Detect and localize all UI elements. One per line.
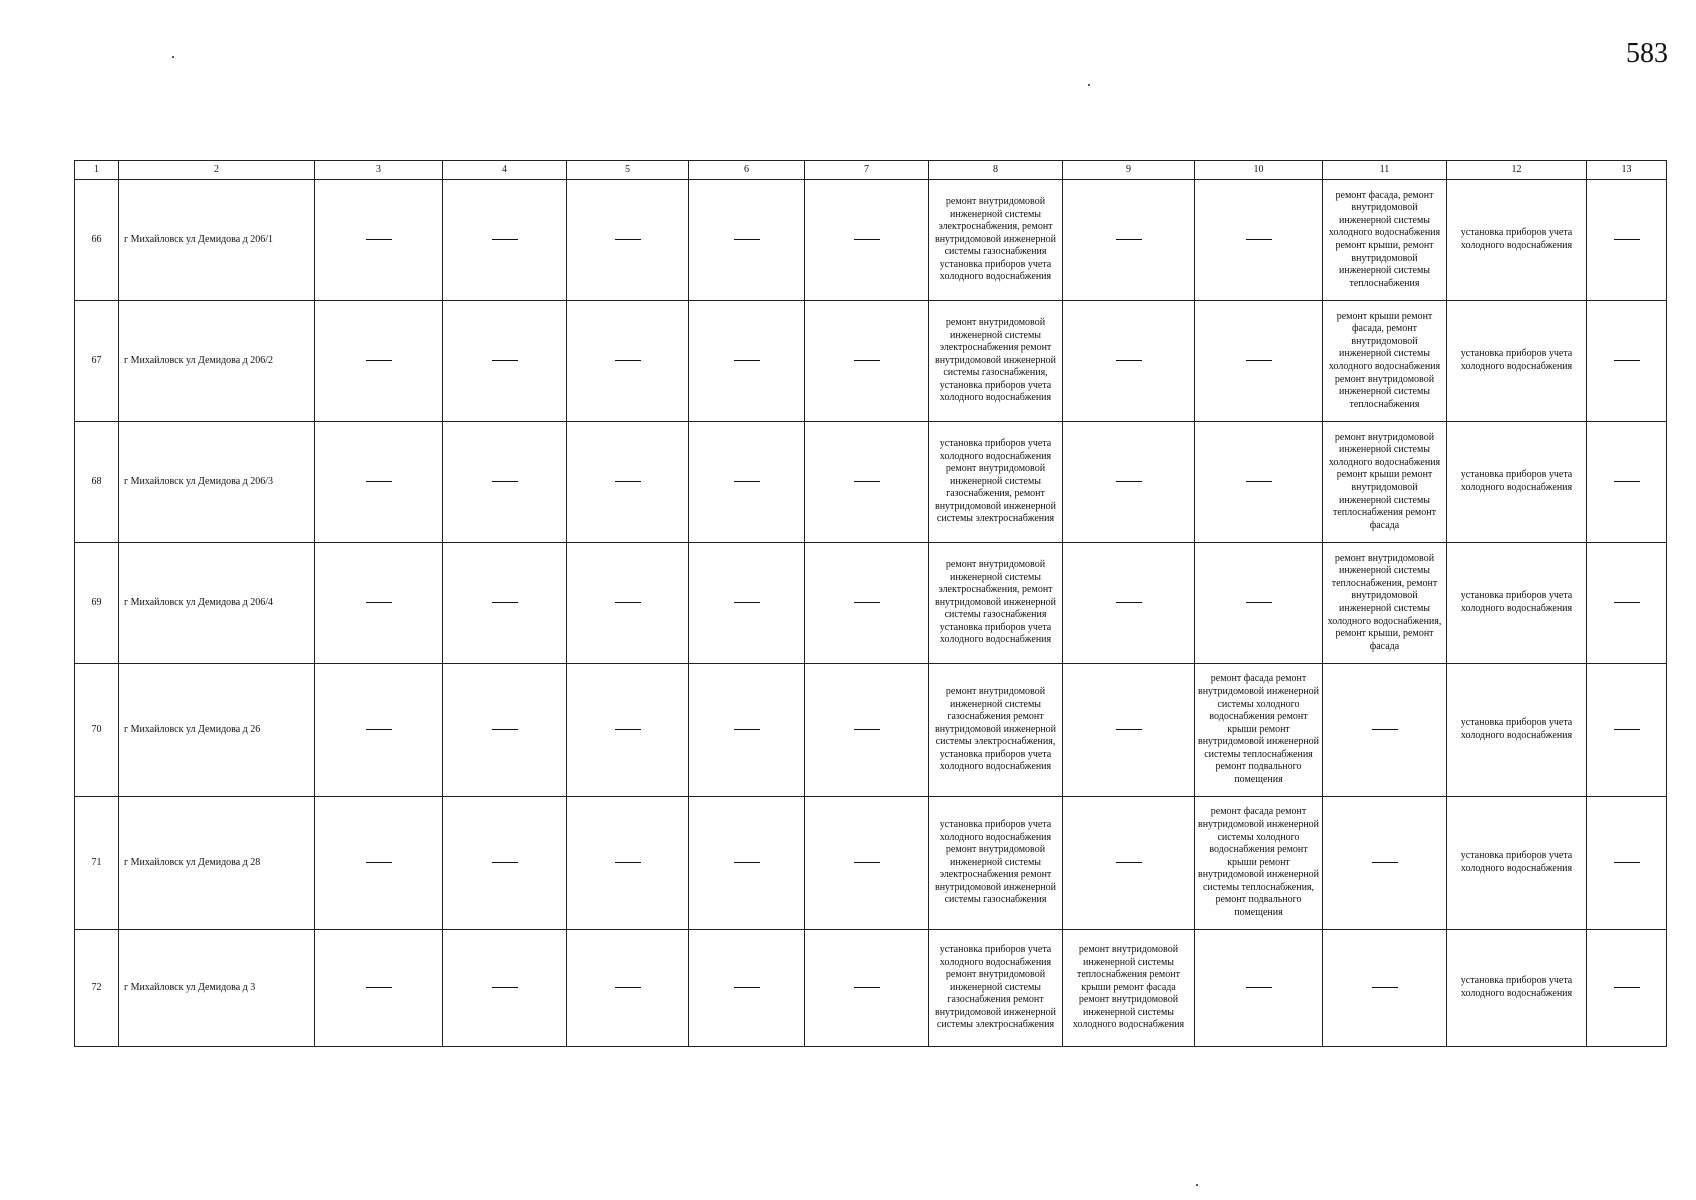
cell-col-13	[1587, 930, 1667, 1047]
cell-col-5	[567, 664, 689, 797]
cell-col-9: ремонт внутридомовой инженерной системы теплоснабжения ремонт крыши ремонт фасада ремонт внутридомовой инженерной системы холодного водоснабжения	[1063, 930, 1195, 1047]
empty-dash	[1614, 481, 1640, 482]
cell-col-13	[1587, 301, 1667, 422]
empty-dash	[734, 360, 760, 361]
cell-col-11	[1323, 797, 1447, 930]
cell-col-12: установка приборов учета холодного водоснабжения	[1447, 797, 1587, 930]
cell-col-10	[1195, 422, 1323, 543]
cell-col-13	[1587, 797, 1667, 930]
cell-col-6	[689, 664, 805, 797]
empty-dash	[1116, 360, 1142, 361]
empty-dash	[1614, 602, 1640, 603]
cell-col-8: установка приборов учета холодного водоснабжения ремонт внутридомовой инженерной системы газоснабжения, ремонт внутридомовой инженерной системы электроснабжения	[929, 422, 1063, 543]
cell-col-13	[1587, 422, 1667, 543]
row-address: г Михайловск ул Демидова д 206/3	[119, 422, 315, 543]
empty-dash	[1246, 239, 1272, 240]
empty-dash	[492, 602, 518, 603]
table-row	[75, 543, 1667, 664]
row-address: г Михайловск ул Демидова д 206/2	[119, 301, 315, 422]
empty-dash	[615, 360, 641, 361]
cell-col-12: установка приборов учета холодного водоснабжения	[1447, 930, 1587, 1047]
cell-col-10	[1195, 180, 1323, 301]
row-address: г Михайловск ул Демидова д 3	[119, 930, 315, 1047]
cell-col-3	[315, 797, 443, 930]
header-col-12: 12	[1447, 161, 1587, 180]
cell-col-9	[1063, 797, 1195, 930]
cell-col-4	[443, 664, 567, 797]
cell-col-10	[1195, 930, 1323, 1047]
header-col-7: 7	[805, 161, 929, 180]
scan-speck	[172, 56, 174, 58]
empty-dash	[492, 729, 518, 730]
cell-col-8: ремонт внутридомовой инженерной системы газоснабжения ремонт внутридомовой инженерной системы электроснабжения, установка приборов учета холодного водоснабжения	[929, 664, 1063, 797]
cell-col-7	[805, 301, 929, 422]
empty-dash	[1246, 360, 1272, 361]
empty-dash	[492, 481, 518, 482]
table-row	[75, 930, 1667, 1047]
empty-dash	[1372, 729, 1398, 730]
cell-col-9	[1063, 301, 1195, 422]
cell-col-6	[689, 930, 805, 1047]
empty-dash	[854, 729, 880, 730]
cell-col-7	[805, 797, 929, 930]
table-row	[75, 180, 1667, 301]
empty-dash	[854, 602, 880, 603]
cell-col-8: установка приборов учета холодного водоснабжения ремонт внутридомовой инженерной системы газоснабжения ремонт внутридомовой инженерной системы электроснабжения	[929, 930, 1063, 1047]
row-number: 71	[75, 797, 119, 930]
header-row	[75, 161, 1667, 180]
empty-dash	[615, 729, 641, 730]
cell-col-13	[1587, 664, 1667, 797]
empty-dash	[1116, 481, 1142, 482]
empty-dash	[734, 239, 760, 240]
row-number: 67	[75, 301, 119, 422]
empty-dash	[366, 360, 392, 361]
scan-speck	[1088, 84, 1090, 86]
cell-col-5	[567, 301, 689, 422]
cell-col-12: установка приборов учета холодного водоснабжения	[1447, 301, 1587, 422]
cell-col-5	[567, 422, 689, 543]
empty-dash	[1372, 987, 1398, 988]
row-address: г Михайловск ул Демидова д 206/4	[119, 543, 315, 664]
cell-col-10	[1195, 543, 1323, 664]
table-row	[75, 664, 1667, 797]
cell-col-9	[1063, 422, 1195, 543]
empty-dash	[1246, 987, 1272, 988]
header-col-2: 2	[119, 161, 315, 180]
cell-col-11	[1323, 664, 1447, 797]
cell-col-5	[567, 180, 689, 301]
table-row	[75, 422, 1667, 543]
scan-speck	[1196, 1184, 1198, 1186]
cell-col-8: ремонт внутридомовой инженерной системы электроснабжения ремонт внутридомовой инженерной системы газоснабжения, установка приборов учета холодного водоснабжения	[929, 301, 1063, 422]
empty-dash	[492, 360, 518, 361]
empty-dash	[854, 239, 880, 240]
cell-col-7	[805, 543, 929, 664]
cell-col-4	[443, 543, 567, 664]
empty-dash	[1614, 987, 1640, 988]
empty-dash	[854, 360, 880, 361]
cell-col-3	[315, 301, 443, 422]
cell-col-11	[1323, 930, 1447, 1047]
cell-col-7	[805, 180, 929, 301]
empty-dash	[1116, 239, 1142, 240]
empty-dash	[615, 239, 641, 240]
empty-dash	[366, 602, 392, 603]
empty-dash	[854, 987, 880, 988]
cell-col-4	[443, 301, 567, 422]
cell-col-12: установка приборов учета холодного водоснабжения	[1447, 543, 1587, 664]
empty-dash	[1614, 360, 1640, 361]
empty-dash	[615, 862, 641, 863]
row-address: г Михайловск ул Демидова д 28	[119, 797, 315, 930]
row-number: 68	[75, 422, 119, 543]
header-col-3: 3	[315, 161, 443, 180]
table-row	[75, 301, 1667, 422]
empty-dash	[366, 729, 392, 730]
empty-dash	[854, 481, 880, 482]
empty-dash	[1372, 862, 1398, 863]
cell-col-8: установка приборов учета холодного водоснабжения ремонт внутридомовой инженерной системы электроснабжения ремонт внутридомовой инженерной системы газоснабжения	[929, 797, 1063, 930]
row-address: г Михайловск ул Демидова д 206/1	[119, 180, 315, 301]
row-number: 66	[75, 180, 119, 301]
cell-col-12: установка приборов учета холодного водоснабжения	[1447, 180, 1587, 301]
empty-dash	[1614, 862, 1640, 863]
cell-col-12: установка приборов учета холодного водоснабжения	[1447, 422, 1587, 543]
cell-col-3	[315, 180, 443, 301]
header-col-8: 8	[929, 161, 1063, 180]
cell-col-4	[443, 180, 567, 301]
cell-col-9	[1063, 664, 1195, 797]
cell-col-7	[805, 664, 929, 797]
cell-col-6	[689, 180, 805, 301]
cell-col-11: ремонт внутридомовой инженерной системы теплоснабжения, ремонт внутридомовой инженерной системы холодного водоснабжения, ремонт крыши, ремонт фасада	[1323, 543, 1447, 664]
table-row	[75, 797, 1667, 930]
cell-col-8: ремонт внутридомовой инженерной системы электроснабжения, ремонт внутридомовой инженерной системы газоснабжения установка приборов учета холодного водоснабжения	[929, 180, 1063, 301]
header-col-13: 13	[1587, 161, 1667, 180]
cell-col-12: установка приборов учета холодного водоснабжения	[1447, 664, 1587, 797]
row-number: 69	[75, 543, 119, 664]
cell-col-6	[689, 797, 805, 930]
cell-col-6	[689, 422, 805, 543]
header-col-5: 5	[567, 161, 689, 180]
cell-col-11: ремонт крыши ремонт фасада, ремонт внутридомовой инженерной системы холодного водоснабжения ремонт внутридомовой инженерной системы теплоснабжения	[1323, 301, 1447, 422]
cell-col-6	[689, 301, 805, 422]
empty-dash	[366, 481, 392, 482]
registry-table	[74, 160, 1667, 1047]
cell-col-3	[315, 664, 443, 797]
row-number: 70	[75, 664, 119, 797]
empty-dash	[615, 481, 641, 482]
header-col-10: 10	[1195, 161, 1323, 180]
header-col-1: 1	[75, 161, 119, 180]
cell-col-3	[315, 930, 443, 1047]
empty-dash	[734, 987, 760, 988]
empty-dash	[734, 729, 760, 730]
empty-dash	[734, 481, 760, 482]
cell-col-3	[315, 543, 443, 664]
empty-dash	[366, 239, 392, 240]
empty-dash	[1246, 481, 1272, 482]
header-col-11: 11	[1323, 161, 1447, 180]
cell-col-13	[1587, 180, 1667, 301]
header-col-4: 4	[443, 161, 567, 180]
cell-col-10: ремонт фасада ремонт внутридомовой инженерной системы холодного водоснабжения ремонт крыши ремонт внутридомовой инженерной системы теплоснабжения, ремонт подвального помещения	[1195, 797, 1323, 930]
cell-col-5	[567, 797, 689, 930]
empty-dash	[1246, 602, 1272, 603]
cell-col-3	[315, 422, 443, 543]
empty-dash	[366, 862, 392, 863]
empty-dash	[492, 987, 518, 988]
empty-dash	[615, 987, 641, 988]
cell-col-4	[443, 930, 567, 1047]
cell-col-11: ремонт фасада, ремонт внутридомовой инженерной системы холодного водоснабжения ремонт крыши, ремонт внутридомовой инженерной системы теплоснабжения	[1323, 180, 1447, 301]
cell-col-6	[689, 543, 805, 664]
cell-col-7	[805, 930, 929, 1047]
cell-col-9	[1063, 543, 1195, 664]
empty-dash	[492, 862, 518, 863]
header-col-9: 9	[1063, 161, 1195, 180]
empty-dash	[1116, 729, 1142, 730]
cell-col-4	[443, 422, 567, 543]
cell-col-7	[805, 422, 929, 543]
empty-dash	[854, 862, 880, 863]
cell-col-13	[1587, 543, 1667, 664]
cell-col-5	[567, 930, 689, 1047]
empty-dash	[1116, 602, 1142, 603]
empty-dash	[1614, 239, 1640, 240]
empty-dash	[1116, 862, 1142, 863]
empty-dash	[492, 239, 518, 240]
cell-col-10	[1195, 301, 1323, 422]
empty-dash	[1614, 729, 1640, 730]
empty-dash	[366, 987, 392, 988]
empty-dash	[615, 602, 641, 603]
cell-col-5	[567, 543, 689, 664]
empty-dash	[734, 862, 760, 863]
empty-dash	[734, 602, 760, 603]
cell-col-11: ремонт внутридомовой инженерной системы холодного водоснабжения ремонт крыши ремонт внутридомовой инженерной системы теплоснабжения ремонт фасада	[1323, 422, 1447, 543]
header-col-6: 6	[689, 161, 805, 180]
row-number: 72	[75, 930, 119, 1047]
cell-col-8: ремонт внутридомовой инженерной системы электроснабжения, ремонт внутридомовой инженерной системы газоснабжения установка приборов учета холодного водоснабжения	[929, 543, 1063, 664]
cell-col-9	[1063, 180, 1195, 301]
page-number: 583	[1626, 38, 1668, 69]
cell-col-10: ремонт фасада ремонт внутридомовой инженерной системы холодного водоснабжения ремонт крыши ремонт внутридомовой инженерной системы теплоснабжения ремонт подвального помещения	[1195, 664, 1323, 797]
cell-col-4	[443, 797, 567, 930]
row-address: г Михайловск ул Демидова д 26	[119, 664, 315, 797]
